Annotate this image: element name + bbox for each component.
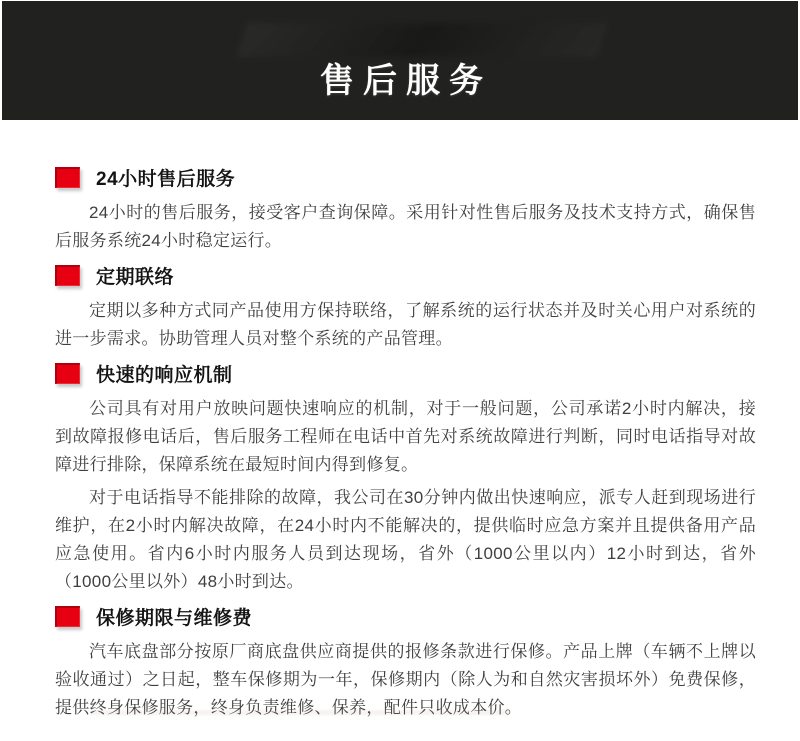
section-heading: 定期联络 (96, 267, 175, 288)
watermark-smudge (236, 23, 607, 57)
service-section (55, 603, 756, 722)
section-heading-row (55, 360, 756, 387)
section-paragraph: 汽车底盘部分按原厂商底盘供应商提供的报修条款进行保修。产品上牌（车辆不上牌以验收通过）之日起，整车保修期为一年，保修期内（除人为和自然灾害损坏外）免费保修，提供终身保修服务，终身负责维修、保养，配件只收成本价。 (55, 642, 756, 717)
section-heading: 保修期限与维修费 (96, 608, 253, 629)
red-square-bullet-icon (55, 265, 80, 286)
service-section (55, 164, 756, 255)
red-square-bullet-icon (55, 606, 80, 627)
page-title: 售后服务 (320, 62, 492, 100)
section-paragraph: 对于电话指导不能排除的故障，我公司在30分钟内做出快速响应，派专人赶到现场进行维护，在2小时内解决故障，在24小时内不能解决的，提供临时应急方案并且提供备用产品应急使用。省内6小时内服务人员到达现场，省外（1000公里以内）12小时到达，省外（1000公里以外）48小时到达。 (55, 488, 756, 591)
section-paragraph: 定期以多种方式同产品使用方保持联络，了解系统的运行状态并及时关心用户对系统的进一步需求。协助管理人员对整个系统的产品管理。 (55, 301, 756, 348)
section-paragraph: 24小时的售后服务，接受客户查询保障。采用针对性售后服务及技术支持方式，确保售后服务系统24小时稳定运行。 (55, 203, 756, 250)
content-area (0, 120, 800, 722)
section-heading: 快速的响应机制 (96, 365, 233, 386)
page-header-banner (2, 1, 798, 120)
scan-artifact (90, 710, 510, 715)
section-heading-row (55, 262, 756, 289)
section-heading-row (55, 603, 756, 630)
red-square-bullet-icon (55, 167, 80, 188)
section-heading: 24小时售后服务 (96, 169, 236, 190)
service-section (55, 262, 756, 353)
service-section (55, 360, 756, 596)
red-square-bullet-icon (55, 363, 80, 384)
section-paragraph: 公司具有对用户放映问题快速响应的机制，对于一般问题，公司承诺2小时内解决，接到故障报修电话后，售后服务工程师在电话中首先对系统故障进行判断，同时电话指导对故障进行排除，保障系统在最短时间内得到修复。 (55, 399, 756, 474)
section-heading-row (55, 164, 756, 191)
